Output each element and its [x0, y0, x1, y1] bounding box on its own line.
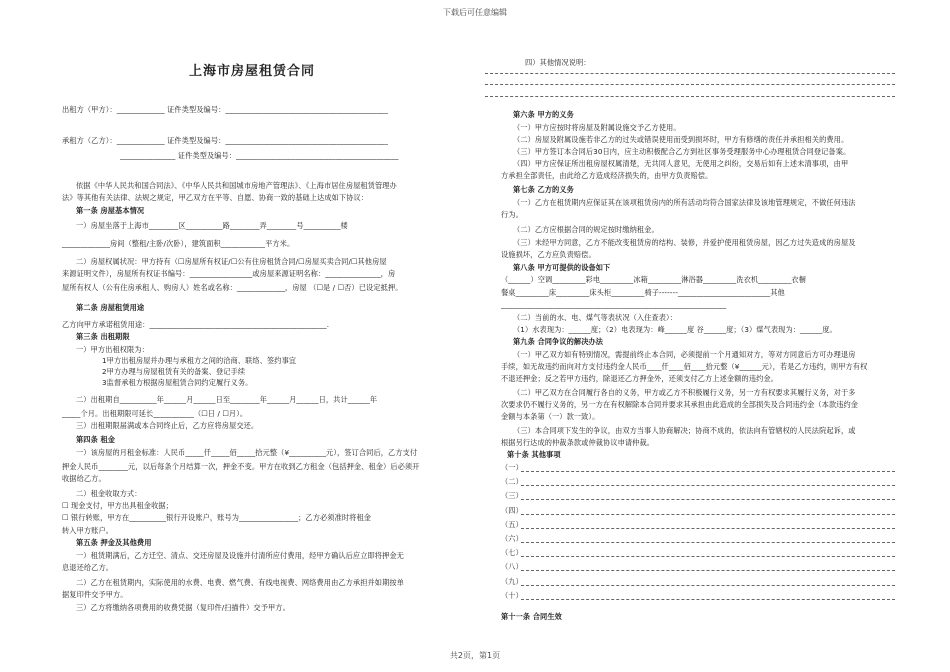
contract-text-line: （一）乙方在租赁期内应保证其在该项租赁房内的所有活动均符合国家法律及该地管理规定，不做任何违法	[513, 198, 856, 207]
contract-text-line: 3监督承租方根据房屋租赁合同约定履行义务。	[102, 378, 253, 387]
contract-text-line: _____________房间（整租/主卧/次卧），建筑面积____________平方米。	[62, 239, 295, 248]
contract-text-line: 三）出租期限届满或本合同终止后，乙方应将房屋交还。	[76, 421, 259, 430]
blank-line-2	[485, 84, 895, 85]
blank-line-3	[485, 96, 895, 97]
contract-text-line: （1）水表现为：______度；（2）电表现为：峰______度 谷______度；（3）煤气表现为：______度。	[513, 325, 837, 334]
clause-label: （四）	[501, 505, 523, 515]
clause-label: （三）	[501, 491, 523, 501]
contract-text-line: （二）房屋及附属设施若非乙方的过失或错误使用而受到损坏时，甲方有修缮的责任并承担相关的费用。	[513, 135, 849, 144]
contract-text-line: （三）甲方签订本合同后30日内，应主动积极配合乙方到社区事务受理服务中心办理租赁合同登记备案。	[513, 147, 851, 156]
contract-text-line: 设施损坏，乙方应负责赔偿。	[501, 250, 596, 259]
contract-text-line: 法》等其他有关法律、法规之规定，甲乙双方在平等、自愿、协商一致的基础上达成如下协议：	[62, 193, 369, 202]
contract-text-line: 乙方向甲方承诺租赁用途：________________________________________________.	[62, 320, 330, 329]
section-heading: 第七条 乙方的义务	[513, 185, 574, 194]
contract-text-line: 行为。	[501, 210, 523, 219]
contract-text-line: 一）房屋坐落于上海市________区__________路________弄________号__________楼	[76, 221, 348, 230]
clause-label: （六）	[501, 534, 523, 543]
clause-blank-line	[521, 485, 895, 486]
section-heading: 第一条 房屋基本情况	[76, 206, 145, 215]
section-heading: 第二条 房屋租赁用途	[76, 303, 145, 312]
contract-text-line: 押金人民币________元，以后每条个月结算一次，押金不变。甲方在收到乙方租金（包括押金、租金）后必须开	[62, 462, 420, 471]
contract-text-line: 二）租金收取方式：	[76, 489, 142, 498]
clause-blank-line	[521, 528, 895, 529]
contract-text-line: （二）当前的水、电、煤气等表状况（入住查表）：	[513, 313, 678, 322]
contract-text-line: 餐桌_________床_________床头柜_________椅子-------_________________________其他	[501, 288, 785, 297]
contract-text-line: 2甲方办理与房屋租赁有关的备案、登记手续	[102, 367, 246, 376]
clause-label: （一）	[501, 463, 523, 472]
contract-text-line: 二）乙方在租赁期内，实际使用的水费、电费、燃气费、有线电视费、网络费用由乙方承担并如期按单	[76, 578, 404, 587]
clause-blank-line	[521, 471, 895, 472]
clause-blank-line	[521, 514, 895, 515]
contract-text-line: 二）房屋权属状况：甲方持有（☐房屋所有权证/☐公有住房租赁合同/☐房屋买卖合同/☐其他房屋	[76, 257, 387, 266]
contract-text-line: 不退还押金；反之若甲方违约，除退还乙方押金外，还须支付乙方上述金额的违约金。	[501, 374, 778, 383]
contract-text-line: 据复印件交予甲方。	[62, 590, 128, 599]
contract-text-line: （二）甲乙双方在合同履行各自的义务，甲方或乙方不积极履行义务，另一方有权要求其履行义务，对于多	[513, 388, 856, 397]
section-heading: 第八条 甲方可提供的设备如下	[513, 263, 611, 272]
contract-text-line: 四）其他情况说明：	[525, 58, 591, 67]
clause-blank-line	[521, 599, 895, 600]
contract-text-line: （三）未经甲方同意，乙方不能改变租赁房的结构、装修，并爱护使用租赁房屋，因乙方过失造成的房屋及	[513, 238, 856, 247]
contract-text-line: 依据《中华人民共和国合同法》、《中华人民共和国城市房地产管理法》、《上海市居住房屋租赁管理办	[76, 181, 397, 190]
contract-text-line: （一）甲方应按时将房屋及附属设施交予乙方使用。	[513, 123, 681, 132]
clause-blank-line	[521, 556, 895, 557]
contract-text-line: 方承担全部责任，由此给乙方造成经济损失的，由甲方负责赔偿。	[501, 171, 713, 180]
contract-text-line: 转入甲方账户。	[62, 526, 114, 535]
clause-blank-line	[521, 499, 895, 500]
contract-text-line: 一）甲方出租权限为：	[76, 345, 149, 354]
contract-text-line: 一）该房屋的月租金标准：人民币_____仟_____佰_____拾元整（¥__________元），签订合同后，乙方支付	[76, 448, 418, 457]
clause-label: （八）	[501, 562, 523, 572]
contract-text-line: （四）甲方应保证所出租房屋权属清楚，无共同人意见，无使用之纠纷，交易后如有上述未清事项，由甲	[513, 159, 849, 168]
contract-text-line: 根据另行达成的仲裁条款或仲裁协议申请仲裁。	[501, 438, 655, 447]
contract-title: 上海市房屋租赁合同	[189, 64, 316, 79]
contract-text-line: _____________________________________________________________	[501, 300, 727, 309]
contract-text-line: （一）甲乙双方如有特别情况，需提前终止本合同，必须提前一个月通知对方，等对方同意后方可办理退房	[513, 350, 856, 359]
section-heading: 第四条 租金	[76, 435, 116, 444]
contract-text-line: 三）乙方将缴纳各项费用的收费凭据（复印件/扫描件）交予甲方。	[76, 603, 290, 612]
section-heading: 第六条 甲方的义务	[513, 110, 574, 119]
contract-text-line: 来源证明文件），房屋所有权证书编号：_________________或房屋来源证明名称：_______________，房	[62, 269, 396, 278]
contract-text-line: （三）本合同项下发生的争议，由双方当事人协商解决；协商不成的，依法向有管辖权的人民法院起诉，或	[513, 426, 856, 435]
contract-text-line: 次要求仍不履行义务的，另一方在有权解除本合同并要求其承担由此造成的全部损失及合同违约金（本款违约金	[501, 400, 859, 409]
contract-text-line: 金额与本条第（一）款一致）。	[501, 412, 600, 421]
section-heading: 第十一条 合同生效	[501, 612, 562, 621]
contract-text-line: 屋所有权人（公有住房承租人、购房人）姓名或名称：_____________，房屋 （☐是 / ☐否）已设定抵押。	[62, 283, 403, 292]
contract-text-line: ☐ 现金支付，甲方出具租金收据；	[62, 501, 173, 510]
contract-text-line: 1甲方出租房屋并办理与承租方之间的洽商、联络、签约事宜	[102, 356, 297, 365]
section-heading: 第三条 出租期限	[76, 332, 130, 341]
section-heading: 第十条 其他事项	[507, 450, 561, 459]
clause-blank-line	[521, 570, 895, 571]
contract-text-line: （二）乙方应根据合同的规定按时缴纳租金。	[513, 225, 659, 234]
section-heading: 第五条 押金及其他费用	[76, 538, 152, 547]
contract-text-line: 承租方（乙方）：_____________ 证件类型及编号：____________________________________________	[62, 136, 388, 145]
contract-text-line: _____个月。出租期限可延长___________（☐日 / ☐月）。	[62, 409, 248, 418]
clause-label: （五）	[501, 519, 523, 529]
page-header: 下载后可任意编辑	[443, 8, 507, 17]
contract-text-line: 二）出租期自__________年______月______日至________年______月______日，共计______年	[76, 395, 378, 404]
contract-text-line: 收据给乙方。	[62, 474, 106, 483]
contract-text-line: _______________ 证件类型及编号：____________________________________________	[120, 151, 399, 160]
contract-text-line: ☐ 银行转账，甲方在__________银行开设账户，账号为________________；乙方必须准时将租金	[62, 513, 372, 522]
section-heading: 第九条 合同争议的解决办法	[513, 337, 604, 346]
clause-label: （十）	[501, 590, 523, 600]
clause-label: （二）	[501, 477, 523, 487]
blank-line-1	[485, 73, 895, 74]
clause-label: （九）	[501, 576, 523, 586]
clause-blank-line	[521, 585, 895, 586]
contract-text-line: 一）租赁期满后，乙方迁空、清点、交还房屋及设施并付清所应付费用，经甲方确认后应立即将押金无	[76, 551, 404, 560]
contract-text-line: 出租方（甲方）：_____________ 证件类型及编号：____________________________________________	[62, 105, 388, 114]
clause-blank-line	[521, 542, 895, 543]
clause-label: （七）	[501, 548, 523, 558]
page-footer: 共2页，第1页	[449, 651, 501, 660]
contract-text-line: 息退还给乙方。	[62, 563, 114, 572]
contract-text-line: 手续，如无故违约而向对方支付违约金人民币____仟____佰____拾元整（¥______元），若是乙方违约，则甲方有权	[501, 362, 868, 371]
contract-text-line: （______）空调_________彩电_________冰箱_________淋浴器_________洗衣机_________衣橱	[501, 275, 806, 284]
